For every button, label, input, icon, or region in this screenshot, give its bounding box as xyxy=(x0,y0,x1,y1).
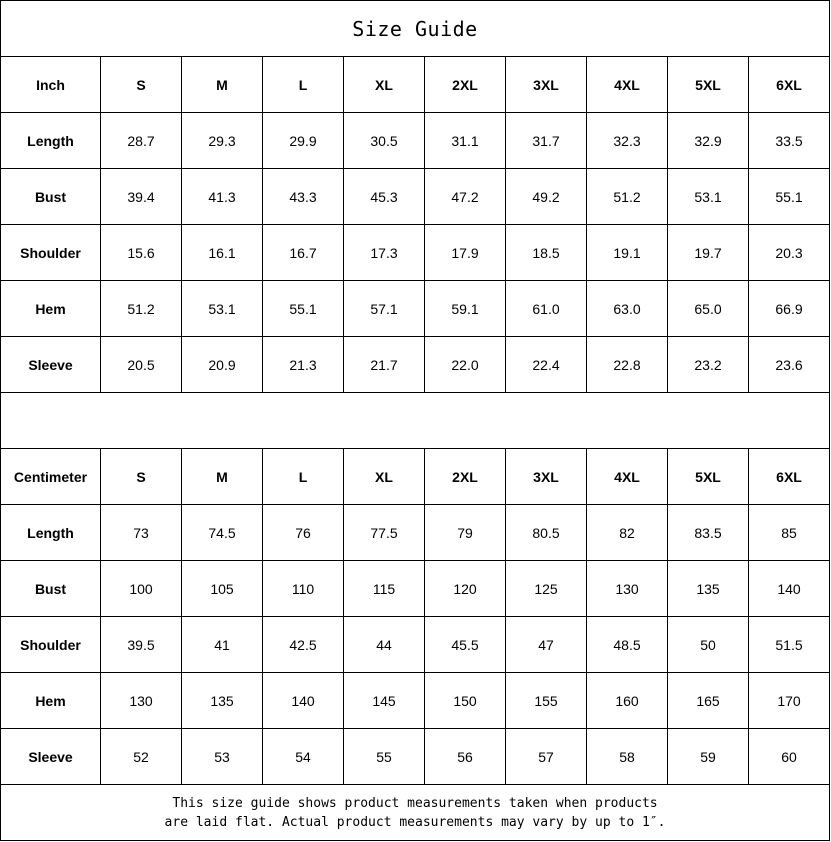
measurement-value: 19.1 xyxy=(587,225,668,281)
measurement-value: 31.7 xyxy=(506,113,587,169)
measurement-label: Shoulder xyxy=(1,225,101,281)
measurement-value: 59.1 xyxy=(425,281,506,337)
table-row xyxy=(1,281,830,337)
measurement-value: 32.9 xyxy=(668,113,749,169)
measurement-value: 18.5 xyxy=(506,225,587,281)
measurement-label: Length xyxy=(1,113,101,169)
measurement-value: 56 xyxy=(425,729,506,785)
measurement-value: 55.1 xyxy=(263,281,344,337)
measurement-label: Hem xyxy=(1,673,101,729)
measurement-value: 23.2 xyxy=(668,337,749,393)
size-header: 3XL xyxy=(506,449,587,505)
measurement-value: 29.3 xyxy=(182,113,263,169)
measurement-value: 110 xyxy=(263,561,344,617)
table-row xyxy=(1,617,830,673)
measurement-value: 20.3 xyxy=(749,225,830,281)
measurement-value: 125 xyxy=(506,561,587,617)
measurement-value: 55 xyxy=(344,729,425,785)
size-header: 2XL xyxy=(425,57,506,113)
title-row xyxy=(1,1,830,57)
measurement-value: 100 xyxy=(101,561,182,617)
table-row xyxy=(1,673,830,729)
measurement-value: 85 xyxy=(749,505,830,561)
measurement-value: 115 xyxy=(344,561,425,617)
size-header: 4XL xyxy=(587,449,668,505)
table-row xyxy=(1,337,830,393)
footnote-line-2: are laid flat. Actual product measurements may vary by up to 1″. xyxy=(164,814,666,830)
measurement-value: 60 xyxy=(749,729,830,785)
measurement-value: 79 xyxy=(425,505,506,561)
measurement-value: 55.1 xyxy=(749,169,830,225)
size-header: 5XL xyxy=(668,449,749,505)
inch-unit-label: Inch xyxy=(1,57,101,113)
measurement-value: 66.9 xyxy=(749,281,830,337)
size-header: 4XL xyxy=(587,57,668,113)
note-row xyxy=(1,785,830,841)
size-header: 6XL xyxy=(749,57,830,113)
measurement-value: 19.7 xyxy=(668,225,749,281)
measurement-value: 77.5 xyxy=(344,505,425,561)
measurement-value: 49.2 xyxy=(506,169,587,225)
measurement-value: 57.1 xyxy=(344,281,425,337)
measurement-value: 135 xyxy=(668,561,749,617)
measurement-value: 16.7 xyxy=(263,225,344,281)
measurement-value: 73 xyxy=(101,505,182,561)
measurement-value: 140 xyxy=(749,561,830,617)
table-row xyxy=(1,561,830,617)
measurement-value: 22.8 xyxy=(587,337,668,393)
measurement-value: 21.7 xyxy=(344,337,425,393)
measurement-label: Sleeve xyxy=(1,729,101,785)
size-header: 6XL xyxy=(749,449,830,505)
measurement-value: 53.1 xyxy=(668,169,749,225)
measurement-value: 23.6 xyxy=(749,337,830,393)
measurement-value: 33.5 xyxy=(749,113,830,169)
centimeter-header-row xyxy=(1,449,830,505)
measurement-value: 42.5 xyxy=(263,617,344,673)
size-header: 5XL xyxy=(668,57,749,113)
size-header: XL xyxy=(344,449,425,505)
measurement-value: 31.1 xyxy=(425,113,506,169)
measurement-value: 76 xyxy=(263,505,344,561)
measurement-value: 51.2 xyxy=(101,281,182,337)
measurement-value: 17.3 xyxy=(344,225,425,281)
measurement-value: 57 xyxy=(506,729,587,785)
measurement-label: Length xyxy=(1,505,101,561)
measurement-value: 83.5 xyxy=(668,505,749,561)
measurement-value: 41 xyxy=(182,617,263,673)
measurement-value: 150 xyxy=(425,673,506,729)
table-row xyxy=(1,225,830,281)
measurement-value: 20.5 xyxy=(101,337,182,393)
measurement-label: Bust xyxy=(1,561,101,617)
size-guide-body xyxy=(1,1,830,841)
measurement-value: 130 xyxy=(101,673,182,729)
measurement-value: 74.5 xyxy=(182,505,263,561)
measurement-value: 44 xyxy=(344,617,425,673)
measurement-value: 65.0 xyxy=(668,281,749,337)
spacer-row xyxy=(1,393,830,449)
inch-header-row xyxy=(1,57,830,113)
measurement-value: 29.9 xyxy=(263,113,344,169)
measurement-value: 47.2 xyxy=(425,169,506,225)
size-header: 2XL xyxy=(425,449,506,505)
footnote xyxy=(1,785,830,841)
measurement-value: 51.2 xyxy=(587,169,668,225)
spacer-cell xyxy=(1,393,830,449)
measurement-value: 53 xyxy=(182,729,263,785)
measurement-value: 45.3 xyxy=(344,169,425,225)
measurement-value: 54 xyxy=(263,729,344,785)
measurement-label: Bust xyxy=(1,169,101,225)
measurement-value: 32.3 xyxy=(587,113,668,169)
measurement-value: 51.5 xyxy=(749,617,830,673)
measurement-value: 135 xyxy=(182,673,263,729)
measurement-value: 165 xyxy=(668,673,749,729)
measurement-value: 39.4 xyxy=(101,169,182,225)
measurement-value: 145 xyxy=(344,673,425,729)
measurement-value: 53.1 xyxy=(182,281,263,337)
size-header: L xyxy=(263,57,344,113)
measurement-value: 16.1 xyxy=(182,225,263,281)
measurement-value: 61.0 xyxy=(506,281,587,337)
measurement-value: 22.4 xyxy=(506,337,587,393)
measurement-value: 170 xyxy=(749,673,830,729)
measurement-value: 17.9 xyxy=(425,225,506,281)
measurement-label: Sleeve xyxy=(1,337,101,393)
measurement-value: 21.3 xyxy=(263,337,344,393)
size-header: S xyxy=(101,449,182,505)
measurement-value: 41.3 xyxy=(182,169,263,225)
measurement-value: 22.0 xyxy=(425,337,506,393)
measurement-value: 20.9 xyxy=(182,337,263,393)
centimeter-unit-label: Centimeter xyxy=(1,449,101,505)
measurement-value: 39.5 xyxy=(101,617,182,673)
measurement-value: 105 xyxy=(182,561,263,617)
size-header: 3XL xyxy=(506,57,587,113)
table-row xyxy=(1,113,830,169)
size-header: M xyxy=(182,57,263,113)
measurement-value: 155 xyxy=(506,673,587,729)
table-row xyxy=(1,169,830,225)
measurement-value: 59 xyxy=(668,729,749,785)
measurement-value: 52 xyxy=(101,729,182,785)
measurement-value: 43.3 xyxy=(263,169,344,225)
table-row xyxy=(1,505,830,561)
measurement-value: 58 xyxy=(587,729,668,785)
size-header: S xyxy=(101,57,182,113)
measurement-value: 82 xyxy=(587,505,668,561)
measurement-value: 30.5 xyxy=(344,113,425,169)
size-header: M xyxy=(182,449,263,505)
table-row xyxy=(1,729,830,785)
measurement-value: 130 xyxy=(587,561,668,617)
measurement-value: 80.5 xyxy=(506,505,587,561)
measurement-value: 47 xyxy=(506,617,587,673)
measurement-value: 140 xyxy=(263,673,344,729)
measurement-label: Shoulder xyxy=(1,617,101,673)
measurement-value: 15.6 xyxy=(101,225,182,281)
page-title: Size Guide xyxy=(1,1,830,57)
measurement-value: 48.5 xyxy=(587,617,668,673)
measurement-value: 120 xyxy=(425,561,506,617)
measurement-value: 50 xyxy=(668,617,749,673)
measurement-value: 45.5 xyxy=(425,617,506,673)
measurement-label: Hem xyxy=(1,281,101,337)
measurement-value: 63.0 xyxy=(587,281,668,337)
measurement-value: 28.7 xyxy=(101,113,182,169)
size-header: XL xyxy=(344,57,425,113)
footnote-line-1: This size guide shows product measurements taken when products xyxy=(172,795,658,811)
measurement-value: 160 xyxy=(587,673,668,729)
size-header: L xyxy=(263,449,344,505)
